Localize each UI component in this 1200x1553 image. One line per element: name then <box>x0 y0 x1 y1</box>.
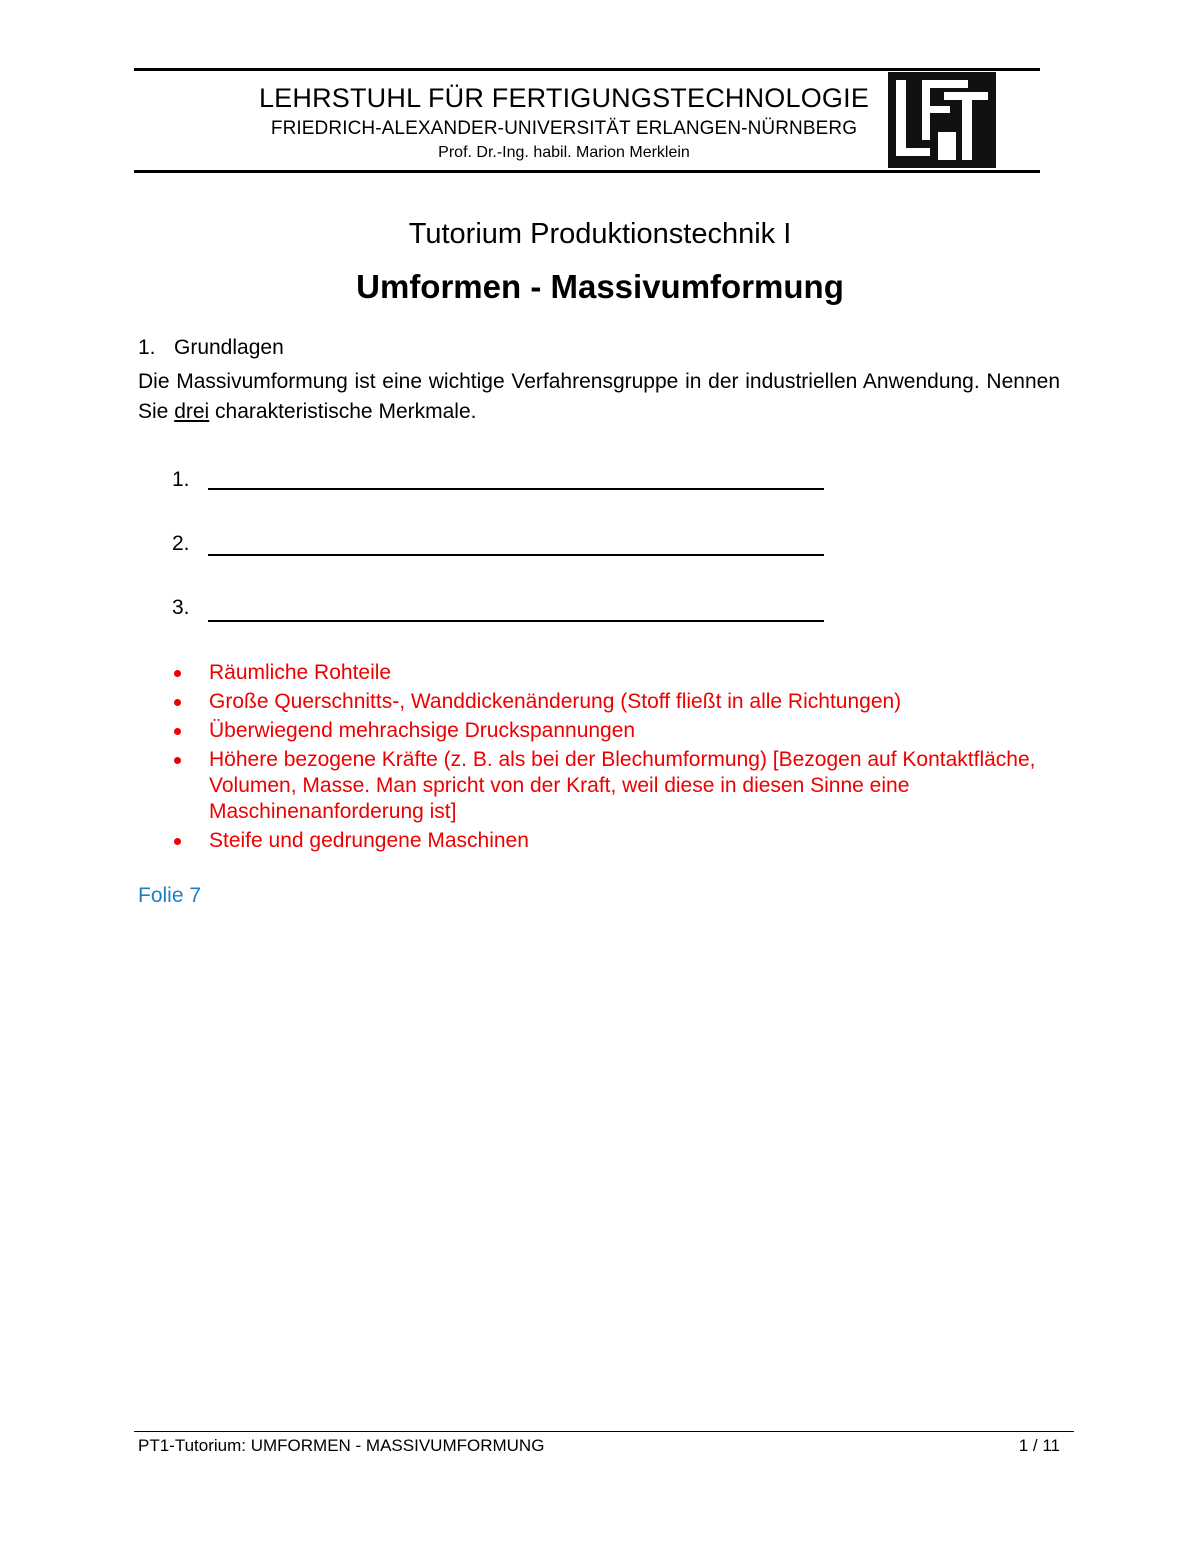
footer-page-number: 1 / 11 <box>1018 1436 1060 1455</box>
solution-item: Große Querschnitts-, Wanddickenänderung (Stoff fließt in alle Richtungen) <box>172 689 1052 715</box>
answer-slot-number: 3. <box>172 596 190 619</box>
header-bottom-rule <box>134 170 1040 173</box>
question-paragraph <box>138 367 1060 427</box>
slide-reference: Folie 7 <box>138 884 202 907</box>
answer-slot-number: 1. <box>172 468 190 491</box>
footer-document-name: PT1-Tutorium: UMFORMEN - MASSIVUMFORMUNG <box>138 1436 545 1455</box>
footer-rule <box>134 1431 1074 1432</box>
answer-line[interactable] <box>208 488 824 490</box>
header-chair-name: LEHRSTUHL FÜR FERTIGUNGSTECHNOLOGIE <box>258 83 870 113</box>
answer-line[interactable] <box>208 620 824 622</box>
question-text-part2: charakteristische Merkmale. <box>209 400 477 423</box>
document-subtitle: Tutorium Produktionstechnik I <box>408 218 792 250</box>
header-professor: Prof. Dr.-Ing. habil. Marion Merklein <box>438 144 690 161</box>
solution-item: Höhere bezogene Kräfte (z. B. als bei der Blechumformung) [Bezogen auf Kontaktfläche, Volumen, Masse. Man spricht von der Kraft, weil diese in diesen Sinne eine Maschinenanforderung ist] <box>172 747 1052 825</box>
section-heading <box>138 336 284 360</box>
bullet-dot-icon <box>174 670 181 677</box>
answer-slot-number: 2. <box>172 532 190 555</box>
solution-item: Überwiegend mehrachsige Druckspannungen <box>172 718 1052 744</box>
document-title: Umformen - Massivumformung <box>356 268 844 305</box>
solution-item: Räumliche Rohteile <box>172 660 1052 686</box>
bullet-dot-icon <box>174 757 181 764</box>
question-text-emphasis: drei <box>174 400 210 423</box>
header-top-rule <box>134 68 1040 71</box>
question-text-part1: Die Massivumformung ist eine wichtige Verfahrensgruppe in der industriellen Anwendung. Nennen Sie <box>138 370 1060 423</box>
solution-item: Steife und gedrungene Maschinen <box>172 828 1052 854</box>
answer-line[interactable] <box>208 554 824 556</box>
section-heading-text: Grundlagen <box>174 336 284 359</box>
lft-logo-icon <box>888 72 996 168</box>
bullet-dot-icon <box>174 728 181 735</box>
bullet-dot-icon <box>174 838 181 845</box>
section-number: 1. <box>138 336 156 359</box>
bullet-dot-icon <box>174 699 181 706</box>
header-university: FRIEDRICH-ALEXANDER-UNIVERSITÄT ERLANGEN-NÜRNBERG <box>270 118 858 139</box>
solution-list <box>172 660 1052 857</box>
